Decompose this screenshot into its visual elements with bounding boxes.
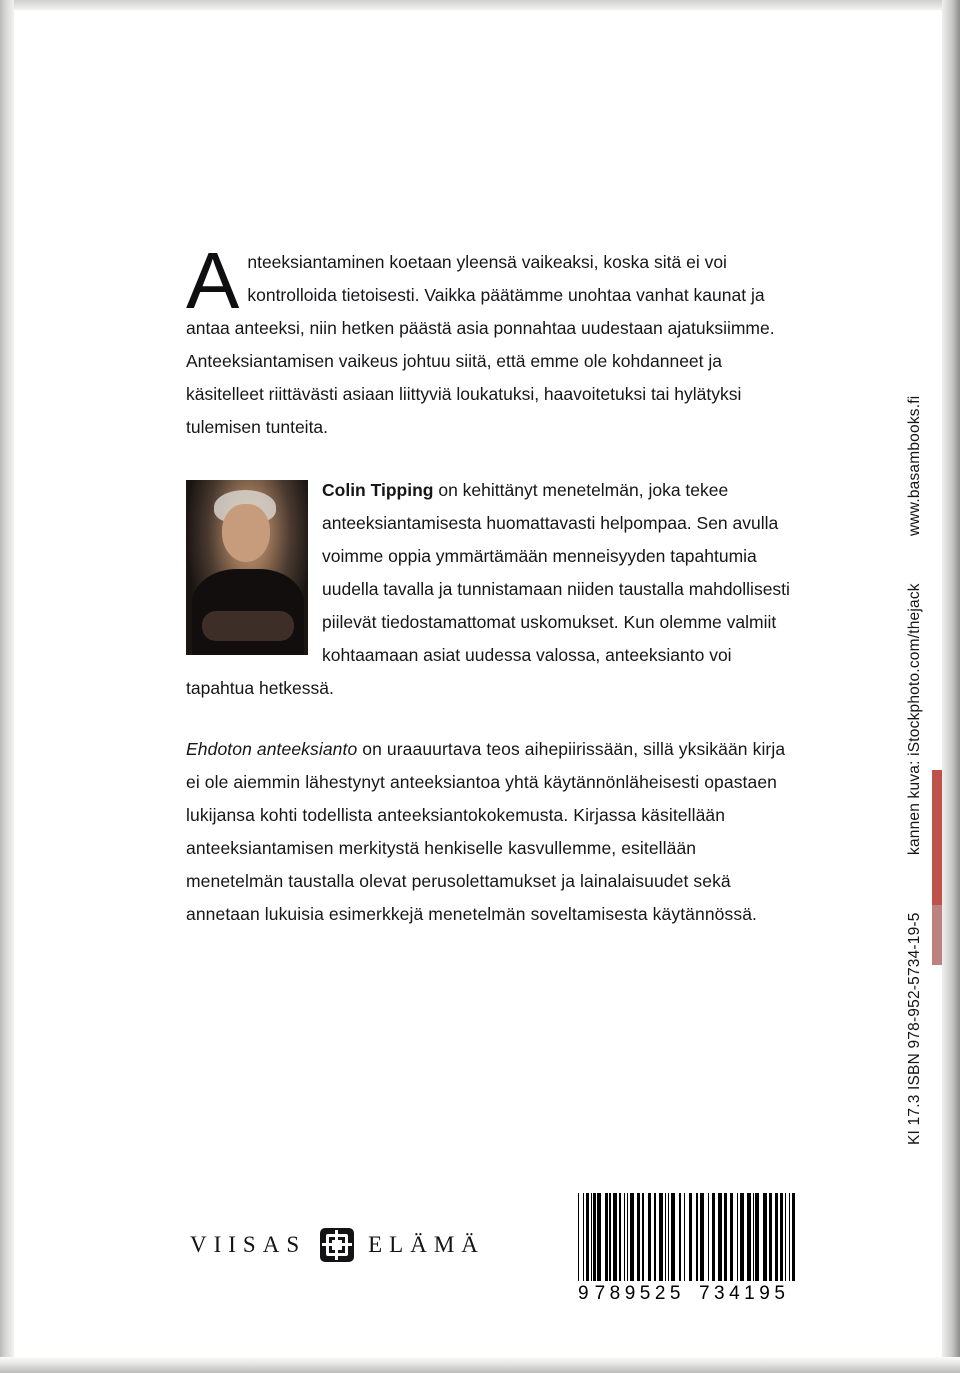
portrait-face — [222, 504, 270, 562]
publisher-mark-icon — [320, 1228, 354, 1262]
website-vertical-text: www.basambooks.fi — [906, 395, 923, 536]
book-title-italic: Ehdoton anteeksianto — [186, 739, 358, 759]
author-paragraph — [186, 474, 794, 705]
barcode-bars — [578, 1193, 800, 1281]
scan-edge-left — [0, 0, 14, 1373]
barcode-digits-left: 789525 — [594, 1283, 685, 1304]
publisher-logo — [190, 1228, 485, 1262]
blurb-paragraph-text: on uraauurtava teos aihepiirissään, sillä yksikään kirja ei ole aiemmin lähestynyt anteeksiantoa yhtä käytännönläheisesti opastaen lukijansa kohti todellista anteeksiantokokemusta. Kirjassa käsitellään anteeksiantamisen merkitystä henkiselle kasvullemme, esitellään menetelmän taustalla olevat perusolettamukset ja lainalaisuudet sekä annetaan lukuisia esimerkkejä menetelmän soveltamisesta käytännössä. — [186, 739, 786, 924]
barcode-block — [578, 1193, 806, 1305]
blurb-paragraph — [186, 733, 794, 931]
author-name: Colin Tipping — [322, 480, 434, 500]
publisher-word-2: ELÄMÄ — [368, 1232, 485, 1257]
classification-vertical-text: KI 17.3 — [906, 1094, 923, 1145]
portrait-arms — [202, 611, 294, 641]
publisher-word-1: VIISAS — [190, 1232, 307, 1257]
spine-color-strip — [932, 770, 942, 905]
cover-credit-vertical-text: kannen kuva: iStockphoto.com/thejack — [906, 583, 923, 855]
scan-edge-right — [942, 0, 960, 1373]
barcode-digits-right: 734195 — [698, 1283, 790, 1304]
barcode-digits — [578, 1283, 806, 1305]
scan-edge-top — [0, 0, 960, 10]
back-cover-text-column — [186, 236, 794, 957]
scan-edge-bottom — [0, 1357, 960, 1373]
right-vertical-text-block — [880, 300, 923, 1145]
isbn-vertical-text: ISBN 978-952-5734-19-5 — [906, 912, 923, 1090]
intro-paragraph-text: nteeksiantaminen koetaan yleensä vaikeaksi, koska sitä ei voi kontrolloida tietoisesti. Vaikka päätämme unohtaa vanhat kaunat ja antaa anteeksi, niin hetken päästä asia ponnahtaa uudestaan ajatuksiimme. Anteeksiantamisen vaikeus johtuu siitä, että emme ole kohdanneet ja käsitelleet riittävästi asiaan liittyviä loukatuksi, haavoitetuksi tai hylätyksi tulemisen tunteita. — [186, 252, 775, 437]
barcode-lead-digit: 9 — [578, 1283, 589, 1304]
spine-color-strip-lower — [932, 905, 942, 965]
author-portrait-photo — [186, 480, 308, 655]
drop-cap-letter: A — [186, 236, 240, 325]
author-paragraph-text: on kehittänyt menetelmän, joka tekee anteeksiantamisesta huomattavasti helpompaa. Sen avulla voimme oppia ymmärtämään menneisyyden tapahtumia uudella tavalla ja tunnistamaan niiden taustalla mahdollisesti piilevät tiedostamattomat uskomukset. Kun olemme valmiit kohtaamaan asiat uudessa valossa, anteeksianto voi tapahtua hetkessä. — [186, 480, 790, 698]
publisher-mark-bar-v — [335, 1230, 338, 1260]
intro-paragraph — [186, 236, 794, 444]
